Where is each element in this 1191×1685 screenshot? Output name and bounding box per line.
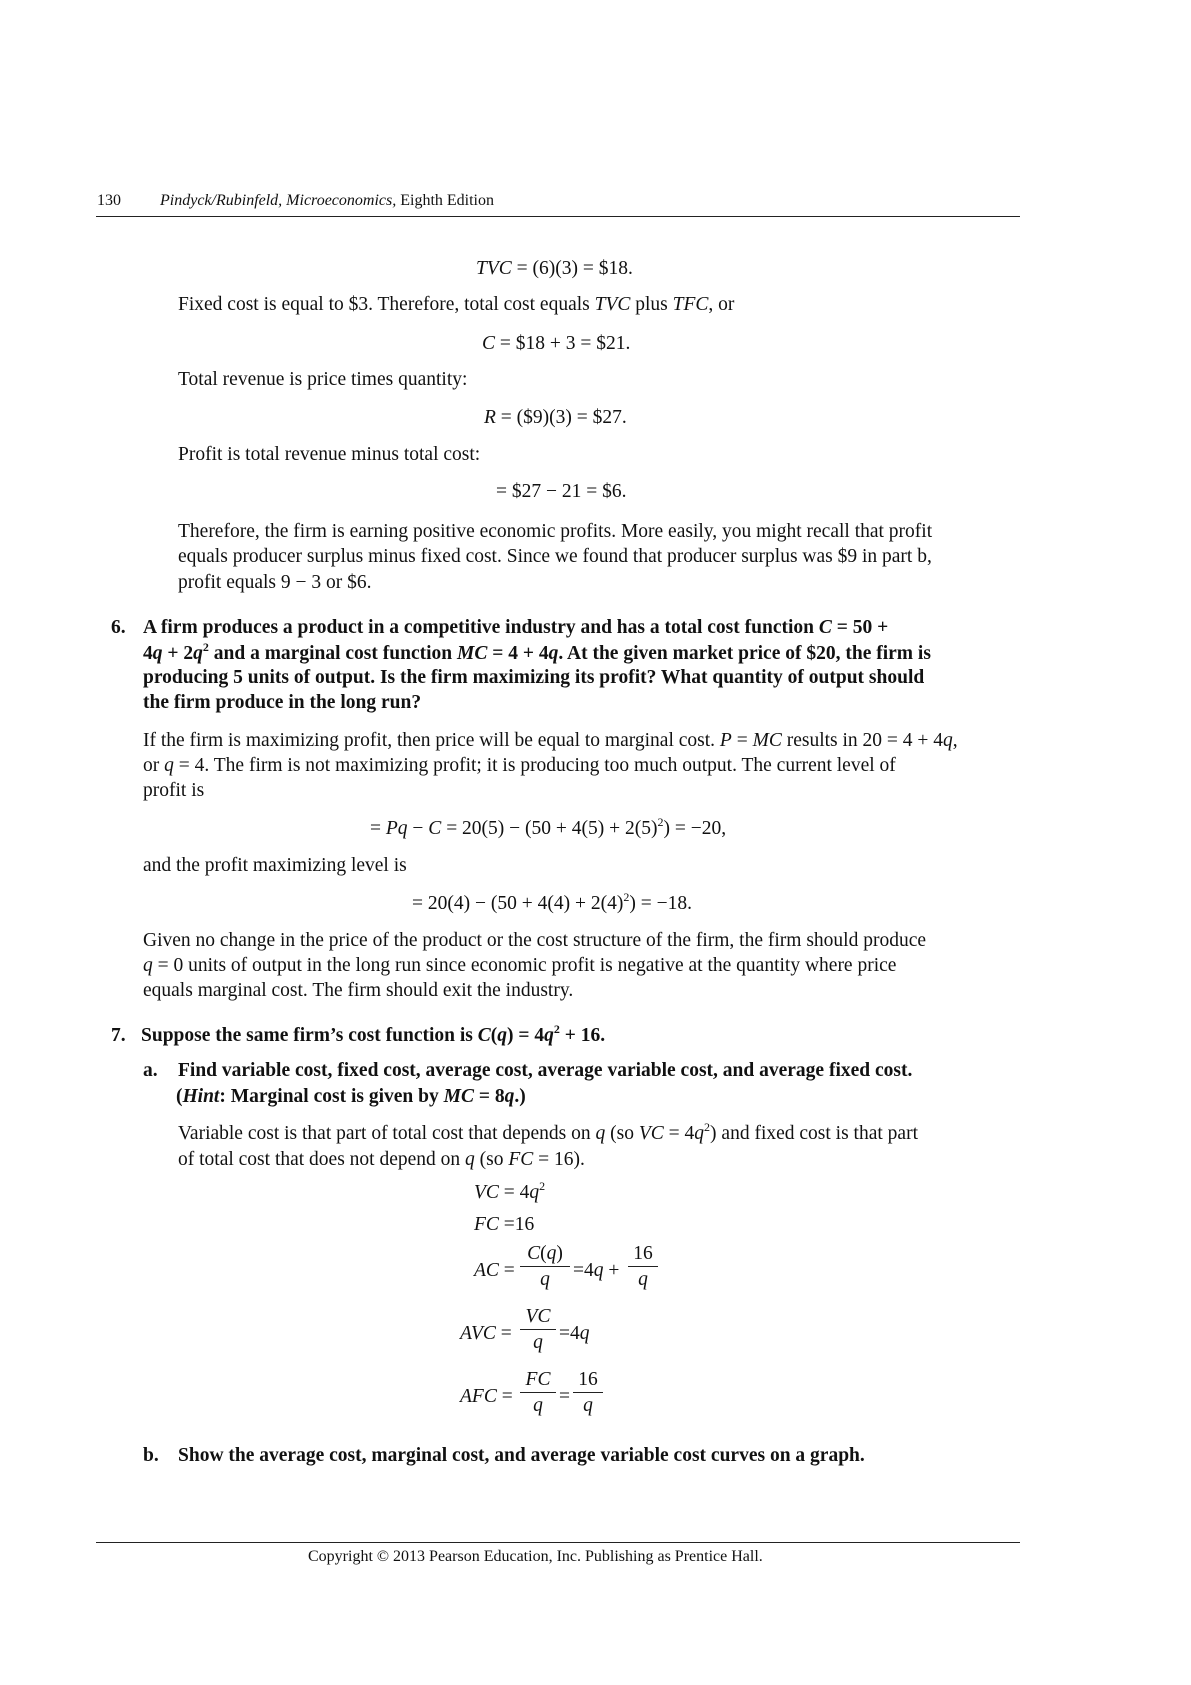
- equation-vc: VC = $4q^2$: [474, 1179, 546, 1203]
- equation-total-cost: C = $18 + 3 = $21.: [482, 333, 631, 354]
- q6-conclusion-line-3: equals marginal cost. The firm should exit the industry.: [143, 980, 574, 1001]
- equation-tvc: TVC = (6)(3) = $18.: [476, 258, 633, 279]
- q7b-label: b.: [143, 1445, 159, 1466]
- equation-profit: = $27 − 21 = $6.: [496, 481, 627, 502]
- q7a-answer-line-2: of total cost that does not depend on q (so FC = 16).: [178, 1149, 585, 1170]
- q7-number: 7.: [111, 1025, 126, 1046]
- q6-answer-line-1: If the firm is maximizing profit, then price will be equal to marginal cost. P = MC results in 20 = 4 + 4q,: [143, 730, 958, 751]
- paragraph-conclusion-line-1: Therefore, the firm is earning positive economic profits. More easily, you might recall that profit: [178, 521, 933, 542]
- equation-revenue: R = ($9)(3) = $27.: [484, 407, 627, 428]
- paragraph-profit: Profit is total revenue minus total cost:: [178, 444, 481, 465]
- q6-answer-line-3: profit is: [143, 780, 205, 801]
- q6-equation-max-profit: = $20(4) - (50 + 4(4) + 2(4)^2) = -18$.: [412, 890, 692, 914]
- q7-question: Suppose the same firm’s cost function is $C(q) = 4q^2 + 16$.: [141, 1022, 606, 1046]
- equation-ac-fraction-1: $\frac{C(q)}{q}$: [520, 1242, 570, 1293]
- equation-afc-label: AFC =: [460, 1386, 513, 1407]
- q6-question-line-1: A firm produces a product in a competitive industry and has a total cost function C = 50 +: [143, 617, 889, 638]
- q6-question-line-4: the firm produce in the long run?: [143, 692, 422, 713]
- equation-avc-fraction: $\frac{VC}{q}$: [520, 1305, 556, 1356]
- q7a-label: a.: [143, 1060, 158, 1081]
- q6-equation-current-profit: = $Pq - C = 20(5) - (50 + 4(5) + 2(5)^2) = -20$,: [370, 815, 727, 839]
- q6-answer-line-2: or q = 4. The firm is not maximizing profit; it is producing too much output. The current level of: [143, 755, 896, 776]
- equation-afc-fraction-1: $\frac{FC}{q}$: [520, 1368, 556, 1419]
- paragraph-fixed-cost: Fixed cost is equal to $3. Therefore, total cost equals TVC plus TFC, or: [178, 294, 735, 315]
- equation-avc-label: AVC =: [460, 1323, 512, 1344]
- equation-ac-fraction-2: $\frac{16}{q}$: [628, 1242, 658, 1293]
- paragraph-total-revenue: Total revenue is price times quantity:: [178, 369, 468, 390]
- header-rule: [96, 216, 1020, 217]
- q7a-question-line-2: (Hint: Marginal cost is given by MC = 8q.): [176, 1086, 526, 1107]
- equation-ac-label: AC =: [474, 1260, 515, 1281]
- q6-question-line-3: producing 5 units of output. Is the firm maximizing its profit? What quantity of output should: [143, 667, 925, 688]
- footer-rule: [96, 1542, 1020, 1543]
- book-title: Pindyck/Rubinfeld, Microeconomics,: [160, 192, 397, 209]
- q6-question-line-2: $4q + 2q^2$ and a marginal cost function MC = 4 + 4q. At the given market price of $20, the firm is: [143, 640, 931, 664]
- q7a-answer-line-1: Variable cost is that part of total cost that depends on q (so VC = $4q^2$) and fixed cost is that part: [178, 1120, 918, 1144]
- equation-ac-middle: =4q +: [573, 1260, 620, 1281]
- paragraph-conclusion-line-2: equals producer surplus minus fixed cost. Since we found that producer surplus was $9 in part b,: [178, 546, 932, 567]
- q6-mid-text: and the profit maximizing level is: [143, 855, 407, 876]
- copyright: Copyright © 2013 Pearson Education, Inc. Publishing as Prentice Hall.: [308, 1548, 763, 1565]
- equation-avc-result: =4q: [559, 1323, 590, 1344]
- q6-conclusion-line-1: Given no change in the price of the product or the cost structure of the firm, the firm should produce: [143, 930, 927, 951]
- q7b-question: Show the average cost, marginal cost, and average variable cost curves on a graph.: [178, 1445, 865, 1466]
- q7a-question-line-1: Find variable cost, fixed cost, average cost, average variable cost, and average fixed cost.: [178, 1060, 913, 1081]
- page-number: 130: [97, 192, 121, 209]
- q6-number: 6.: [111, 617, 126, 638]
- running-header: [160, 188, 494, 214]
- equation-afc-equals: =: [559, 1386, 570, 1407]
- equation-afc-fraction-2: $\frac{16}{q}$: [573, 1368, 603, 1419]
- paragraph-conclusion-line-3: profit equals 9 − 3 or $6.: [178, 572, 372, 593]
- edition: Eighth Edition: [400, 192, 494, 209]
- equation-fc: FC =16: [474, 1214, 535, 1235]
- q6-conclusion-line-2: q = 0 units of output in the long run since economic profit is negative at the quantity where price: [143, 955, 897, 976]
